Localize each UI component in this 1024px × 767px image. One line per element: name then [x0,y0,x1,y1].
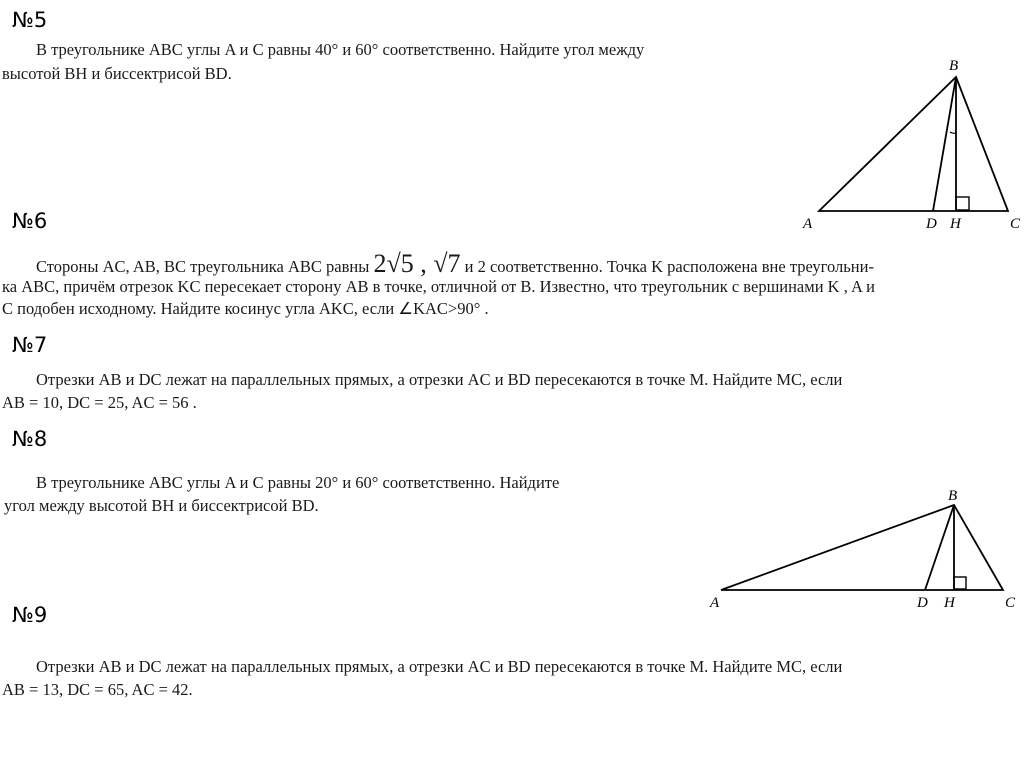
problem-6-text-line3: C подобен исходному. Найдите косинус угла AKC, если ∠KAC>90° . [2,299,489,318]
triangle-2-right-angle-mark [954,577,966,589]
figure-triangle-2 [721,505,1003,590]
problem-7-text-line2: AB = 10, DC = 25, AC = 56 . [2,393,197,412]
triangle-1-right-angle-mark [956,197,969,210]
problem-8-number: №8 [12,427,48,451]
problem-9-text-line2: AB = 13, DC = 65, AC = 42. [2,680,193,699]
problem-7-text-line1: Отрезки AB и DC лежат на параллельных прямых, а отрезки AC и BD пересекаются в точке M. Найдите MC, если [36,370,843,389]
problem-8-text-line1: В треугольнике ABC углы A и C равны 20° и 60° соответственно. Найдите [36,473,560,492]
problem-6-line1-end: и 2 соответственно. Точка K расположена вне треугольни- [464,257,874,276]
problem-7-number: №7 [12,333,48,357]
problem-6-line1-start: Стороны AC, AB, BC треугольника ABC равны [36,257,370,276]
problem-6-sqrt-values: 2√5 , √7 [373,249,461,278]
figure-2-label-a: A [710,595,720,611]
triangle-2-bisector-bd [925,505,954,590]
triangle-1-outline [819,77,1008,211]
problem-5-text-line1: В треугольнике ABC углы A и C равны 40° и 60° соответственно. Найдите угол между [36,40,645,59]
figure-1-label-d: D [926,216,937,232]
figure-2-label-h: H [944,595,955,611]
problem-5-text-line2: высотой BH и биссектрисой BD. [2,64,232,83]
problem-9-number: №9 [12,603,48,627]
figure-2-label-b: B [948,488,958,504]
figure-1-label-a: A [803,216,813,232]
problem-6-text-line2: ка ABC, причём отрезок KC пересекает сторону AB в точке, отличной от B. Известно, что треугольник с вершинами K , A и [2,277,875,296]
problem-5-number: №5 [12,8,48,32]
problem-9-text-line1: Отрезки AB и DC лежат на параллельных прямых, а отрезки AC и BD пересекаются в точке M. Найдите MC, если [36,657,843,676]
problem-6-number: №6 [12,209,48,233]
figure-2-label-c: C [1005,595,1016,611]
figure-2-label-d: D [917,595,928,611]
figure-triangle-1 [819,77,1008,211]
problem-8-text-line2: угол между высотой BH и биссектрисой BD. [4,496,319,515]
figure-1-label-h: H [950,216,961,232]
figure-1-label-c: C [1010,216,1021,232]
figure-1-label-b: B [949,58,959,74]
